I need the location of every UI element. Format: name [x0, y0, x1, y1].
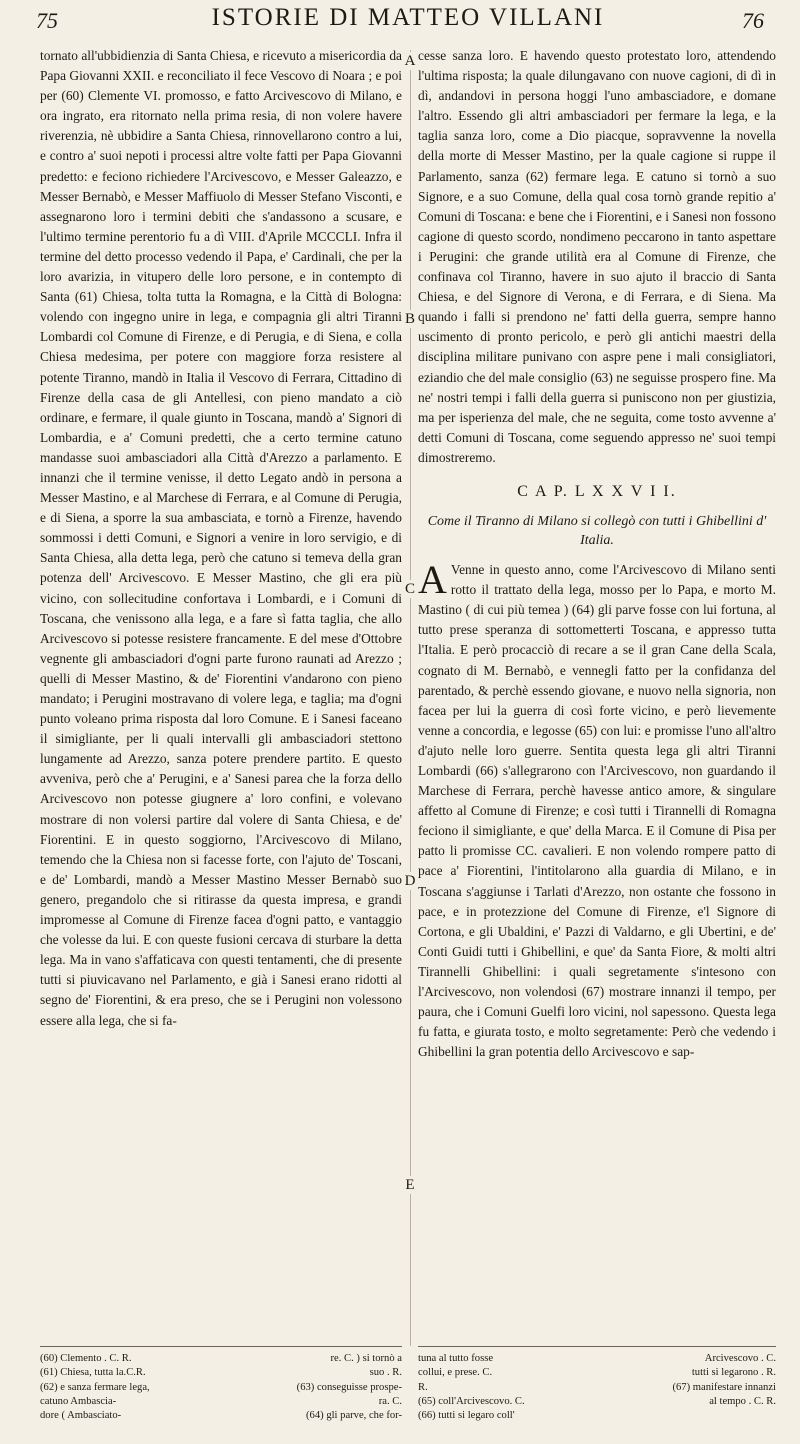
left-page-number: 75 [36, 8, 58, 33]
footnote-text: tuna al tutto fosse [418, 1353, 494, 1364]
footnotes-right [418, 1352, 776, 1423]
left-text-column [40, 46, 402, 1031]
footnote-rule-right [418, 1346, 776, 1347]
footnote-text: (61) Chiesa, tutta la.C.R. [40, 1367, 146, 1379]
footnote-line [418, 1352, 776, 1366]
chapter-title: C A P. L X X V I I. [517, 482, 677, 500]
footnote-text: dore ( Ambasciato- [40, 1410, 122, 1422]
chapter-body-text: Venne in questo anno, come l'Arcivescovo di Milano senti rotto il trattato della lega, mosso per lo Papa, e morto M. Mastino ( di cui più temea ) (64) gli parve fosse con lui fortuna, al tutto prese speranza di sottometterti Toscana, e appresso tutta l'Italia. E però procacciò di recare a se il gran Cane della Scala, cognato di M. Bernabò, e vennegli fatto per la confidanza del parentado, & perchè essendo giovane, e nuovo nella signoria, non facea per lui la guerra di così forte vicino, e però lievemente venne a concordia, e legosse (65) con lui: e promisse l'uno all'altro d'ajuto nelle loro guerre. Sentita questa lega gli altri Tiranni Lombardi (66) s'allegrarono con l'Arcivescovo, non guardando il Marchese di Ferrara, perchè havesse antico amore, & singulare affetto al Comune di Firenze; e così tutti i Tirannelli di Romagna feciono il simigliante, e que' della Marca. E il Comune di Pisa per patto li promisse CC. cavalieri. E non volendo rompere patto di pace a' Fiorentini, l'intitolarono alla guardia di Milano, e in Toscana s'aggiunse i Tarlati d'Arezzo, non ostante che fossono in pace, e in protezzione del Comune di Firenze, e'l Signore di Cortona, e gli Ubaldini, e' Pazzi di Valdarno, e gli Ubertini, e de' Conti Guidi tutti i Ghibellini, e que' da Santa Fiore, & molti altri Tirannelli Ghibellini: i quali segretamente s'intesono con l'Arcivescovo, non volendosi (67) mostrare innanzi il tempo, per paura, che i Comuni Guelfi loro vicini, nol sapessono. Questa lega fu fatta, e giurata tosto, e molto segretamente: Però che vedendo i Ghibellini la gran potentia dello Arcivescovo e sap- [418, 562, 776, 1060]
footnote-text: (65) coll'Arcivescovo. C. [418, 1395, 525, 1407]
margin-marker-d: D [402, 872, 418, 890]
margin-marker-b: B [402, 310, 418, 328]
footnote-text: R. [418, 1381, 428, 1393]
running-title: ISTORIE DI MATTEO VILLANI [211, 4, 605, 31]
footnote-text: catuno Ambascia- [40, 1395, 117, 1407]
chapter-subtitle: Come il Tiranno di Milano si collegò con tutti i Ghibellini d' Italia. [427, 514, 767, 549]
footnote-text: (66) tutti si legaro coll' [418, 1410, 515, 1422]
footnote-text: tutti si legarono . R. [691, 1367, 776, 1379]
left-column-text: tornato all'ubbidienzia di Santa Chiesa, e ricevuto a misericordia da Papa Giovanni XXII. e reconciliato il fece Vescovo di Noara ; e poi per (60) Clemente VI. promosso, e fatto Arcivescovo di Milano, e ora ingrato, era ritornato nella prima resia, di non volere havere riverenzia, nè ubbidire a Santa Chiesa, rinnovellarono contro a lui, e contro a' suoi nepoti i processi altre volte fatti per Papa Giovanni predetto: e feciono richiedere l'Arcivescovo, e Messer Galeazzo, e Messer Bernabò, e Messer Maffiuolo di Messer Stefano Visconti, e assegnarono loro i termini debiti che s'andassono a scusare, e l'ultimo termine perentorio fu a dì VIII. d'Aprile MCCCLI. Infra il termine del detto processo vedendo il Papa, e' Cardinali, che per la loro avarizia, in vitupero delle loro persone, e in contempto di Santa (61) Chiesa, tolta tutta la Romagna, e la Città di Bologna: volendo con ingegno unire in lega, e compagnia gli altri Tiranni Lombardi col Comune di Firenze, e di Perugia, e di Siena, e colla Chiesa medesima, per potere con maggiore forza resistere al potente Tiranno, mandò in Italia il Vescovo di Ferrara, Cittadino di Firenze della casa de gli Antellesi, con pieno mandato a ciò ordinare, e fermare, il quale giunto in Toscana, mandò a' Signori di Lombardia, e a' Comuni predetti, che a certo termine catuno mandasse suoi ambasciadori alla Città d'Arezzo a parlamento. E innanzi che il termine venisse, il detto Legato andò in persona a Messer Mastino, e al Marchese di Ferrara, e al Comune di Perugia, e di Siena, a sporre la sua ambasciata, e tornò a Firenze, havendo sommossi i detti Comuni, e Signori a venire in loro servigio, e di Santa Chiesa, alla detta lega, però che catuno si temeva della gran potenza dell' Arcivescovo. E Messer Mastino, che gli era più vicino, con sollecitudine confortava i Lombardi, e i Comuni di Toscana, che venissono alla lega, e a fare sì fatta taglia, che allo Arcivescovo si potesse resistere francamente. E del mese d'Ottobre vegnente gli ambasciadori d'ogni parte furono raunati ad Arezzo ; quelli di Messer Mastino, & de' Fiorentini v'andarono con pieno mandato; i Perugini mostravano di volere lega, e taglia; ma d'ogni punto voleano prima risposta dal loro Comune. E i Sanesi faceano il simigliante, per li quali intervalli gli ambasciadori stettono lungamente ad Arezzo, sanza potere prendere partito. E questo avveniva, però che a' Perugini, e a' Sanesi parea che la forza dello Arcivescovo non potesse giugnere a' loro confini, e volevano mostrare di non volersi partire dal volere di Santa Chiesa, e de' Fiorentini. E in questo soggiorno, l'Arcivescovo di Milano, temendo che la Chiesa non si facesse forte, con l'ajuto de' Toscani, e de' Lombardi, mandò a Messer Mastino Messer Bernabò suo genero, pregandolo che si ritirasse da questa impresa, e grandi impromesse al Comune di Firenze facea d'ogni patto, e vantaggio che volesse da lui. E con queste fusioni cercava di sturbare la detta lega. Ma in vano s'affaticava con questi tentamenti, che di presente tutti si piuvicavano nel Parlamento, e già i Sanesi erano ridotti al segno de' Fiorentini, & era preso, che se i Perugini non volessono essere alla lega, che si fa- [40, 48, 402, 1028]
footnote-text: al tempo . C. R. [709, 1395, 776, 1407]
column-divider [410, 50, 411, 1346]
footnote-line [418, 1409, 776, 1423]
footnote-line [40, 1395, 402, 1409]
footnote-line [40, 1381, 402, 1395]
footnote-line [40, 1409, 402, 1423]
footnote-text: (60) Clemento . C. R. [40, 1353, 132, 1364]
margin-marker-a: A [402, 52, 418, 70]
footnote-text: re. C. ) si tornò a [330, 1353, 402, 1364]
footnote-line [40, 1352, 402, 1366]
footnotes-left [40, 1352, 402, 1423]
footnote-rule-left [40, 1346, 402, 1347]
footnote-text: ra. C. [378, 1395, 402, 1407]
footnote-line [418, 1381, 776, 1395]
footnote-text: (64) gli parve, che for- [306, 1410, 402, 1422]
footnote-line [418, 1366, 776, 1380]
margin-marker-e: E [402, 1176, 418, 1194]
footnote-text: Arcivescovo . C. [704, 1353, 776, 1364]
margin-marker-c: C [402, 580, 418, 598]
footnote-line [418, 1395, 776, 1409]
right-text-column [418, 46, 776, 1062]
footnote-text: suo . R. [369, 1367, 402, 1379]
footnote-text: collui, e prese. C. [418, 1367, 493, 1379]
footnote-line [40, 1366, 402, 1380]
drop-capital: A [418, 557, 447, 603]
footnote-text: (67) manifestare innanzi [672, 1381, 776, 1393]
right-column-text-before-chapter: cesse sanza loro. E havendo questo protestato loro, attendendo l'ultima risposta; la quale dilungavano con nuove cagioni, di dì in dì, andandovi in persona hoggi l'uno ambasciadore, e domane l'altro. Essendo gli altri ambasciadori per fermare la lega, e la taglia sanza loro, come a Dio piacque, sopravvenne la novella della morte di Messer Mastino, per la quale cagione si ruppe il Parlamento, sanza (62) fermare lega. E catuno si tornò a suo Signore, e a suo Comune, della qual cosa tornò grande repitio a' Comuni di Toscana: e bene che i Fiorentini, e i Sanesi non fossono cagione di questo scordo, nondimeno peccarono in tanto aspettare i Perugini: che grande utilità era al Comune di Firenze, che confinava col Tiranno, havere in suo ajuto il braccio di Santa Chiesa, e del Signore di Verona, e di Ferrara, e di Siena. Ma quando i falli si prendono ne' fatti della guerra, sempre hanno uscimento di pronto pericolo, e però gli antichi maestri della disciplina militare punivano con aspre pene i mali consigliatori, eziandio che del male consiglio (63) ne seguisse prospero fine. Ma ne' nostri tempi i falli della guerra si puniscono non per giustizia, ma per isperienza del male, che ne seguita, come tosto avvenne a' detti Comuni di Toscana, come seguendo appresso ne' suoi tempi dimostreremo. [418, 48, 776, 465]
chapter-body [418, 557, 776, 1062]
footnote-text: (63) conseguisse prospe- [296, 1381, 402, 1393]
footnote-text: (62) e sanza fermare lega, [40, 1381, 150, 1393]
right-page-number: 76 [742, 8, 764, 33]
